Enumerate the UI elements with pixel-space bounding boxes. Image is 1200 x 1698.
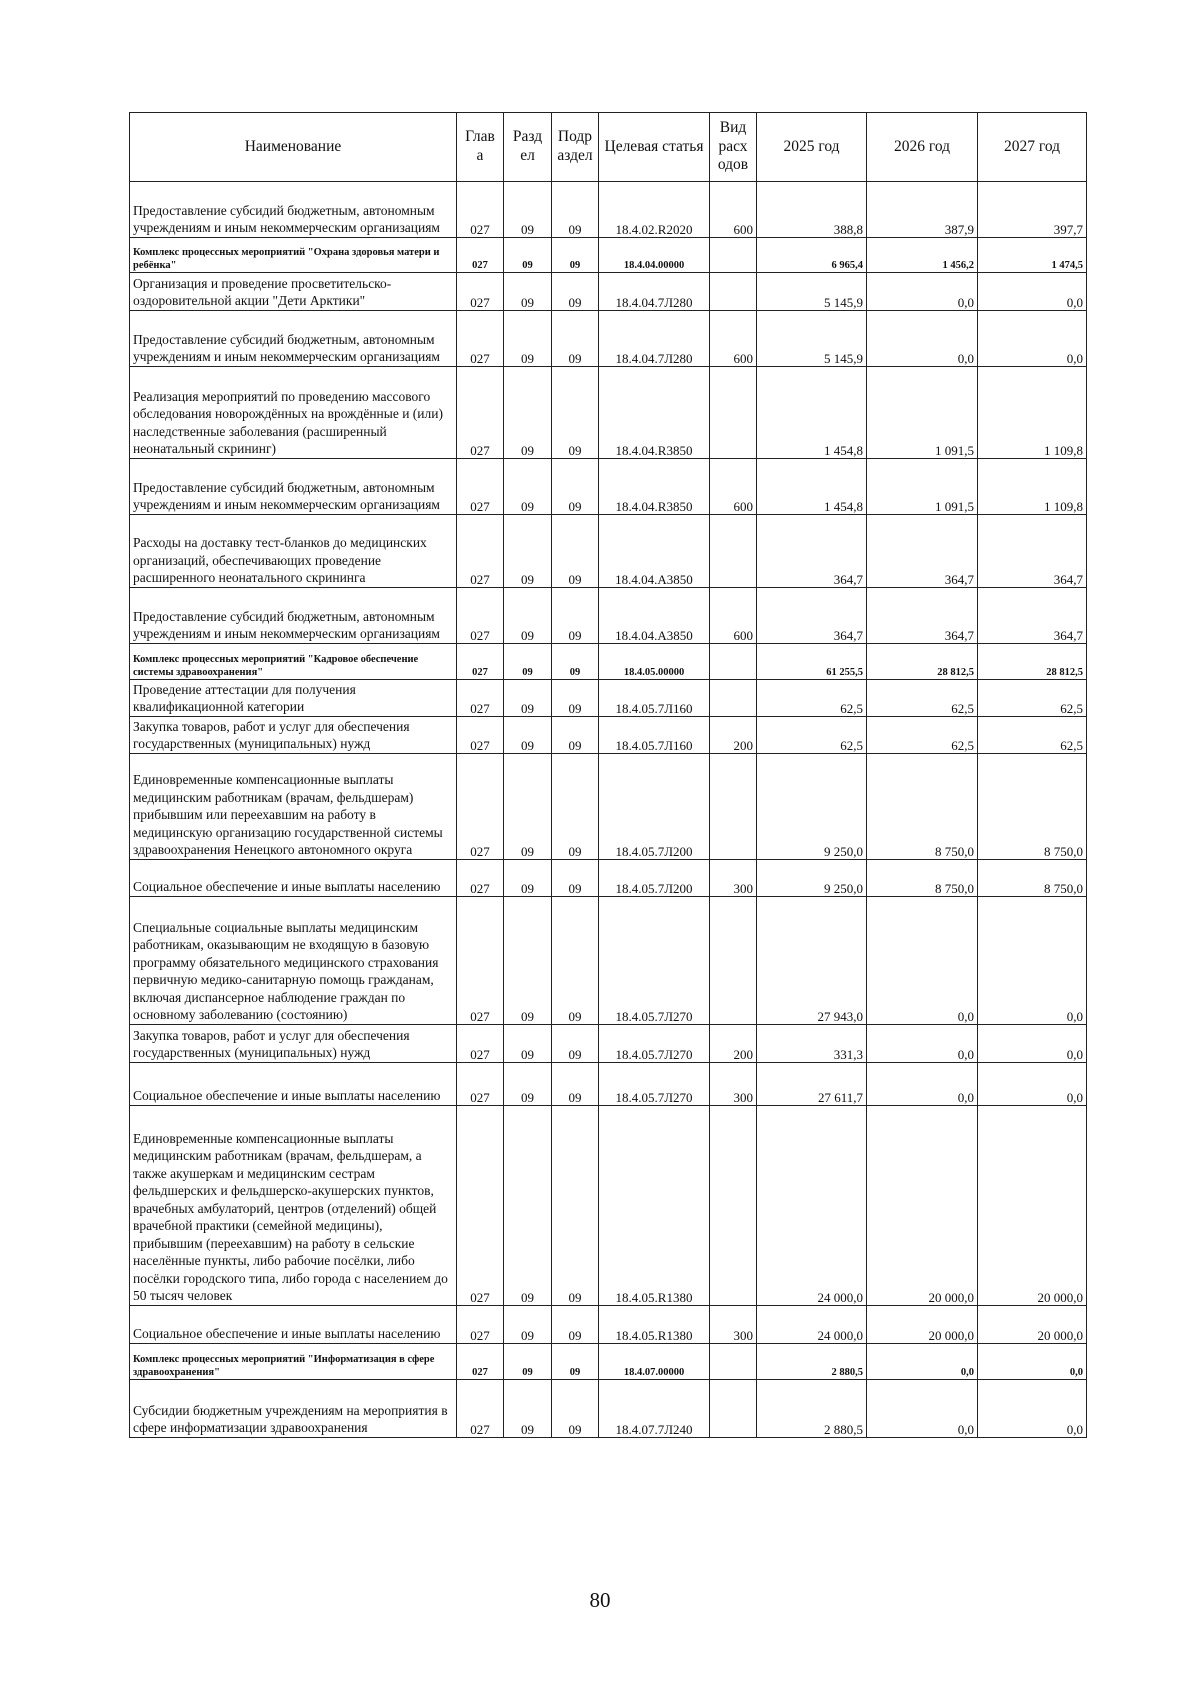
cell-podrazdel: 09 [552, 182, 599, 238]
cell-y2026: 0,0 [867, 897, 978, 1025]
cell-glava: 027 [457, 717, 504, 754]
cell-y2027: 0,0 [978, 1344, 1087, 1380]
cell-razdel: 09 [504, 459, 552, 515]
cell-vid: 300 [710, 860, 757, 897]
table-row [130, 515, 1087, 588]
cell-podrazdel: 09 [552, 515, 599, 588]
cell-y2026: 0,0 [867, 1344, 978, 1380]
cell-y2026: 0,0 [867, 1380, 978, 1438]
cell-glava: 027 [457, 182, 504, 238]
cell-target: 18.4.04.00000 [599, 238, 710, 273]
cell-y2025: 1 454,8 [757, 367, 867, 459]
cell-podrazdel: 09 [552, 588, 599, 644]
cell-y2027: 364,7 [978, 588, 1087, 644]
cell-y2027: 0,0 [978, 897, 1087, 1025]
cell-y2026: 28 812,5 [867, 644, 978, 680]
cell-podrazdel: 09 [552, 1106, 599, 1306]
cell-y2025: 24 000,0 [757, 1106, 867, 1306]
cell-vid: 600 [710, 459, 757, 515]
cell-y2025: 388,8 [757, 182, 867, 238]
cell-glava: 027 [457, 588, 504, 644]
cell-name: Проведение аттестации для получения квалификационной категории [130, 680, 457, 717]
table-row [130, 1344, 1087, 1380]
table-row [130, 1025, 1087, 1063]
cell-glava: 027 [457, 644, 504, 680]
cell-y2026: 0,0 [867, 311, 978, 367]
cell-y2025: 27 943,0 [757, 897, 867, 1025]
cell-target: 18.4.04.R3850 [599, 367, 710, 459]
header-row [130, 113, 1087, 182]
header-2026: 2026 год [867, 113, 978, 182]
cell-name: Субсидии бюджетным учреждениям на мероприятия в сфере информатизации здравоохранения [130, 1380, 457, 1438]
cell-y2026: 0,0 [867, 273, 978, 311]
cell-name: Реализация мероприятий по проведению массового обследования новорождённых на врождённые и (или) наследственные заболевания (расширенный неонатальный скрининг) [130, 367, 457, 459]
cell-razdel: 09 [504, 1063, 552, 1106]
cell-y2026: 20 000,0 [867, 1306, 978, 1344]
cell-target: 18.4.02.R2020 [599, 182, 710, 238]
cell-vid [710, 273, 757, 311]
table-row [130, 1380, 1087, 1438]
cell-glava: 027 [457, 1344, 504, 1380]
cell-name: Предоставление субсидий бюджетным, автономным учреждениям и иным некоммерческим организациям [130, 588, 457, 644]
cell-y2027: 8 750,0 [978, 754, 1087, 860]
cell-glava: 027 [457, 1106, 504, 1306]
cell-y2027: 28 812,5 [978, 644, 1087, 680]
cell-y2027: 364,7 [978, 515, 1087, 588]
cell-vid: 200 [710, 717, 757, 754]
cell-target: 18.4.04.7Л280 [599, 273, 710, 311]
cell-target: 18.4.04.А3850 [599, 588, 710, 644]
cell-glava: 027 [457, 860, 504, 897]
cell-y2026: 8 750,0 [867, 860, 978, 897]
cell-razdel: 09 [504, 754, 552, 860]
cell-vid [710, 1380, 757, 1438]
cell-target: 18.4.04.R3850 [599, 459, 710, 515]
cell-vid: 300 [710, 1063, 757, 1106]
header-podrazdel: Подр аздел [552, 113, 599, 182]
cell-target: 18.4.05.7Л160 [599, 717, 710, 754]
cell-y2025: 24 000,0 [757, 1306, 867, 1344]
header-razdel: Разд ел [504, 113, 552, 182]
cell-y2025: 62,5 [757, 717, 867, 754]
cell-y2026: 387,9 [867, 182, 978, 238]
cell-podrazdel: 09 [552, 860, 599, 897]
cell-glava: 027 [457, 311, 504, 367]
header-name: Наименование [130, 113, 457, 182]
table-row [130, 459, 1087, 515]
table-row [130, 717, 1087, 754]
cell-name: Предоставление субсидий бюджетным, автономным учреждениям и иным некоммерческим организациям [130, 459, 457, 515]
cell-vid: 200 [710, 1025, 757, 1063]
cell-name: Комплекс процессных мероприятий "Информатизация в сфере здравоохранения" [130, 1344, 457, 1380]
cell-target: 18.4.05.7Л270 [599, 1025, 710, 1063]
budget-table [129, 112, 1087, 1438]
cell-y2027: 62,5 [978, 680, 1087, 717]
table-row [130, 680, 1087, 717]
cell-y2026: 8 750,0 [867, 754, 978, 860]
cell-razdel: 09 [504, 1106, 552, 1306]
cell-glava: 027 [457, 515, 504, 588]
cell-target: 18.4.05.7Л200 [599, 860, 710, 897]
cell-podrazdel: 09 [552, 273, 599, 311]
cell-vid: 600 [710, 182, 757, 238]
cell-target: 18.4.05.R1380 [599, 1106, 710, 1306]
cell-glava: 027 [457, 897, 504, 1025]
header-target: Целевая статья [599, 113, 710, 182]
cell-y2026: 62,5 [867, 717, 978, 754]
cell-podrazdel: 09 [552, 717, 599, 754]
cell-name: Социальное обеспечение и иные выплаты населению [130, 860, 457, 897]
cell-vid [710, 644, 757, 680]
cell-y2026: 364,7 [867, 515, 978, 588]
cell-target: 18.4.05.7Л200 [599, 754, 710, 860]
cell-razdel: 09 [504, 644, 552, 680]
cell-podrazdel: 09 [552, 1306, 599, 1344]
table-row [130, 588, 1087, 644]
cell-podrazdel: 09 [552, 367, 599, 459]
cell-y2027: 0,0 [978, 1025, 1087, 1063]
cell-vid [710, 515, 757, 588]
cell-podrazdel: 09 [552, 1344, 599, 1380]
cell-y2027: 8 750,0 [978, 860, 1087, 897]
cell-y2026: 364,7 [867, 588, 978, 644]
cell-target: 18.4.05.7Л270 [599, 1063, 710, 1106]
cell-name: Комплекс процессных мероприятий "Кадровое обеспечение системы здравоохранения" [130, 644, 457, 680]
table-row [130, 367, 1087, 459]
cell-vid [710, 1344, 757, 1380]
cell-vid: 300 [710, 1306, 757, 1344]
cell-name: Расходы на доставку тест-бланков до медицинских организаций, обеспечивающих проведение расширенного неонатального скрининга [130, 515, 457, 588]
cell-name: Социальное обеспечение и иные выплаты населению [130, 1306, 457, 1344]
cell-glava: 027 [457, 1306, 504, 1344]
cell-glava: 027 [457, 680, 504, 717]
cell-podrazdel: 09 [552, 680, 599, 717]
cell-razdel: 09 [504, 238, 552, 273]
cell-podrazdel: 09 [552, 459, 599, 515]
cell-target: 18.4.07.7Л240 [599, 1380, 710, 1438]
cell-y2025: 5 145,9 [757, 273, 867, 311]
cell-y2025: 9 250,0 [757, 860, 867, 897]
cell-y2027: 20 000,0 [978, 1106, 1087, 1306]
table-row [130, 311, 1087, 367]
header-glava: Глав а [457, 113, 504, 182]
cell-glava: 027 [457, 1025, 504, 1063]
cell-y2025: 5 145,9 [757, 311, 867, 367]
cell-podrazdel: 09 [552, 644, 599, 680]
cell-podrazdel: 09 [552, 1380, 599, 1438]
table-body [130, 182, 1087, 1438]
table-row [130, 1063, 1087, 1106]
cell-razdel: 09 [504, 311, 552, 367]
header-vid: Вид расх одов [710, 113, 757, 182]
cell-name: Предоставление субсидий бюджетным, автономным учреждениям и иным некоммерческим организациям [130, 311, 457, 367]
cell-podrazdel: 09 [552, 897, 599, 1025]
cell-target: 18.4.05.R1380 [599, 1306, 710, 1344]
cell-glava: 027 [457, 367, 504, 459]
cell-target: 18.4.05.00000 [599, 644, 710, 680]
cell-razdel: 09 [504, 717, 552, 754]
cell-podrazdel: 09 [552, 238, 599, 273]
cell-razdel: 09 [504, 897, 552, 1025]
table-row [130, 1306, 1087, 1344]
cell-name: Комплекс процессных мероприятий "Охрана здоровья матери и ребёнка" [130, 238, 457, 273]
cell-vid [710, 238, 757, 273]
cell-razdel: 09 [504, 1344, 552, 1380]
cell-razdel: 09 [504, 273, 552, 311]
cell-name: Социальное обеспечение и иные выплаты населению [130, 1063, 457, 1106]
cell-y2026: 1 091,5 [867, 367, 978, 459]
cell-target: 18.4.05.7Л160 [599, 680, 710, 717]
cell-y2025: 1 454,8 [757, 459, 867, 515]
cell-glava: 027 [457, 754, 504, 860]
cell-glava: 027 [457, 459, 504, 515]
cell-y2027: 20 000,0 [978, 1306, 1087, 1344]
cell-vid [710, 754, 757, 860]
cell-y2027: 1 474,5 [978, 238, 1087, 273]
cell-name: Специальные социальные выплаты медицинским работникам, оказывающим не входящую в базовую программу обязательного медицинского страхования первичную медико-санитарную помощь гражданам, включая диспансерное наблюдение граждан по основному заболеванию (состоянию) [130, 897, 457, 1025]
cell-name: Организация и проведение просветительско-оздоровительной акции "Дети Арктики" [130, 273, 457, 311]
table-row [130, 182, 1087, 238]
cell-y2027: 62,5 [978, 717, 1087, 754]
cell-podrazdel: 09 [552, 1025, 599, 1063]
table-row [130, 273, 1087, 311]
cell-glava: 027 [457, 238, 504, 273]
cell-y2025: 2 880,5 [757, 1380, 867, 1438]
cell-vid: 600 [710, 311, 757, 367]
table-row [130, 754, 1087, 860]
page-number: 80 [589, 1588, 611, 1612]
cell-y2025: 9 250,0 [757, 754, 867, 860]
cell-vid [710, 680, 757, 717]
cell-name: Закупка товаров, работ и услуг для обеспечения государственных (муниципальных) нужд [130, 1025, 457, 1063]
cell-razdel: 09 [504, 1025, 552, 1063]
cell-vid: 600 [710, 588, 757, 644]
cell-podrazdel: 09 [552, 754, 599, 860]
cell-y2026: 0,0 [867, 1025, 978, 1063]
header-2027: 2027 год [978, 113, 1087, 182]
cell-y2025: 27 611,7 [757, 1063, 867, 1106]
cell-y2025: 331,3 [757, 1025, 867, 1063]
cell-target: 18.4.05.7Л270 [599, 897, 710, 1025]
cell-vid [710, 897, 757, 1025]
cell-target: 18.4.07.00000 [599, 1344, 710, 1380]
cell-y2027: 0,0 [978, 273, 1087, 311]
cell-name: Единовременные компенсационные выплаты медицинским работникам (врачам, фельдшерам, а также акушеркам и медицинским сестрам фельдшерских и фельдшерско-акушерских пунктов, врачебных амбулаторий, центров (отделений) общей врачебной практики (семейной медицины), прибывшим (переехавшим) на работу в сельские населённые пункты, либо рабочие посёлки, либо посёлки городского типа, либо города с населением до 50 тысяч человек [130, 1106, 457, 1306]
cell-y2027: 397,7 [978, 182, 1087, 238]
cell-glava: 027 [457, 1063, 504, 1106]
cell-razdel: 09 [504, 182, 552, 238]
cell-y2025: 61 255,5 [757, 644, 867, 680]
cell-razdel: 09 [504, 588, 552, 644]
cell-target: 18.4.04.А3850 [599, 515, 710, 588]
cell-razdel: 09 [504, 1380, 552, 1438]
header-2025: 2025 год [757, 113, 867, 182]
cell-name: Предоставление субсидий бюджетным, автономным учреждениям и иным некоммерческим организациям [130, 182, 457, 238]
cell-glava: 027 [457, 273, 504, 311]
table-row [130, 238, 1087, 273]
cell-y2025: 364,7 [757, 588, 867, 644]
table-row [130, 860, 1087, 897]
cell-y2026: 20 000,0 [867, 1106, 978, 1306]
cell-name: Единовременные компенсационные выплаты медицинским работникам (врачам, фельдшерам) прибывшим или переехавшим на работу в медицинскую организацию государственной системы здравоохранения Ненецкого автономного округа [130, 754, 457, 860]
cell-name: Закупка товаров, работ и услуг для обеспечения государственных (муниципальных) нужд [130, 717, 457, 754]
cell-y2027: 1 109,8 [978, 459, 1087, 515]
table-row [130, 1106, 1087, 1306]
cell-vid [710, 367, 757, 459]
cell-razdel: 09 [504, 1306, 552, 1344]
cell-y2025: 364,7 [757, 515, 867, 588]
cell-podrazdel: 09 [552, 311, 599, 367]
cell-razdel: 09 [504, 680, 552, 717]
cell-y2027: 0,0 [978, 1063, 1087, 1106]
cell-y2027: 0,0 [978, 311, 1087, 367]
cell-y2027: 1 109,8 [978, 367, 1087, 459]
cell-razdel: 09 [504, 860, 552, 897]
cell-y2026: 62,5 [867, 680, 978, 717]
cell-target: 18.4.04.7Л280 [599, 311, 710, 367]
cell-y2025: 2 880,5 [757, 1344, 867, 1380]
table-row [130, 644, 1087, 680]
cell-glava: 027 [457, 1380, 504, 1438]
cell-razdel: 09 [504, 515, 552, 588]
cell-vid [710, 1106, 757, 1306]
cell-y2025: 6 965,4 [757, 238, 867, 273]
cell-razdel: 09 [504, 367, 552, 459]
cell-y2026: 0,0 [867, 1063, 978, 1106]
cell-y2025: 62,5 [757, 680, 867, 717]
cell-y2027: 0,0 [978, 1380, 1087, 1438]
cell-y2026: 1 456,2 [867, 238, 978, 273]
cell-podrazdel: 09 [552, 1063, 599, 1106]
table-row [130, 897, 1087, 1025]
cell-y2026: 1 091,5 [867, 459, 978, 515]
